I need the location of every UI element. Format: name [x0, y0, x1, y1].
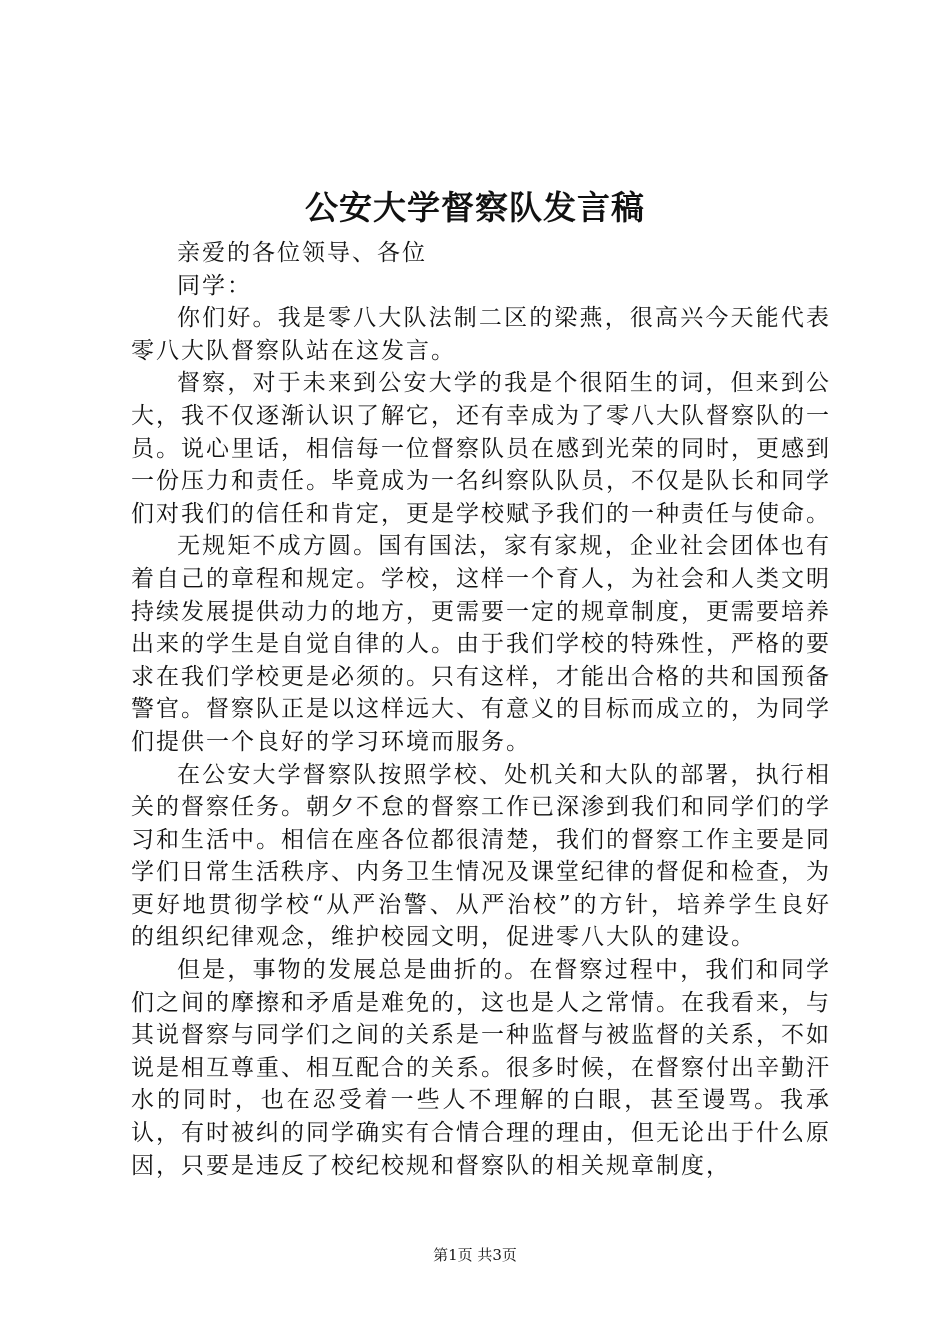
body-paragraph: 但是，事物的发展总是曲折的。在督察过程中，我们和同学们之间的摩擦和矛盾是难免的，这也是人之常情。在我看来，与其说督察与同学们之间的关系是一种监督与被监督的关系，不如说是相互尊重、相互配合的关系。很多时候，在督察付出辛勤汗水的同时，也在忍受着一些人不理解的白眼，甚至谩骂。我承认，有时被纠的同学确实有合情合理的理由，但无论出于什么原因，只要是违反了校纪校规和督察队的相关规章制度，: [131, 957, 831, 1179]
body-paragraph: 督察，对于未来到公安大学的我是个很陌生的词，但来到公大，我不仅逐渐认识了解它，还有幸成为了零八大队督察队的一员。说心里话，相信每一位督察队员在感到光荣的同时，更感到一份压力和责任。毕竟成为一名纠察队队员，不仅是队长和同学们对我们的信任和肯定，更是学校赋予我们的一种责任与使命。: [131, 370, 831, 527]
body-paragraph: 在公安大学督察队按照学校、处机关和大队的部署，执行相关的督察任务。朝夕不怠的督察工作已深渗到我们和同学们的学习和生活中。相信在座各位都很清楚，我们的督察工作主要是同学们日常生活秩序、内务卫生情况及课堂纪律的督促和检查，为更好地贯彻学校“从严治警、从严治校”的方针，培养学生良好的组织纪律观念，维护校园文明，促进零八大队的建设。: [131, 761, 831, 951]
page-footer: 第1页 共3页: [433, 1246, 517, 1264]
body-paragraph: 无规矩不成方圆。国有国法，家有家规，企业社会团体也有着自己的章程和规定。学校，这样一个育人，为社会和人类文明持续发展提供动力的地方，更需要一定的规章制度，更需要培养出来的学生是自觉自律的人。由于我们学校的特殊性，严格的要求在我们学校更是必须的。只有这样，才能出合格的共和国预备警官。督察队正是以这样远大、有意义的目标而成立的，为同学们提供一个良好的学习环境而服务。: [131, 533, 831, 755]
document-body: [131, 237, 831, 1182]
document-title: 公安大学督察队发言稿: [305, 188, 645, 227]
salutation-line: 亲爱的各位领导、各位: [177, 240, 427, 266]
body-paragraph: 你们好。我是零八大队法制二区的梁燕，很高兴今天能代表零八大队督察队站在这发言。: [131, 305, 831, 364]
salutation-line: 同学：: [177, 272, 252, 299]
